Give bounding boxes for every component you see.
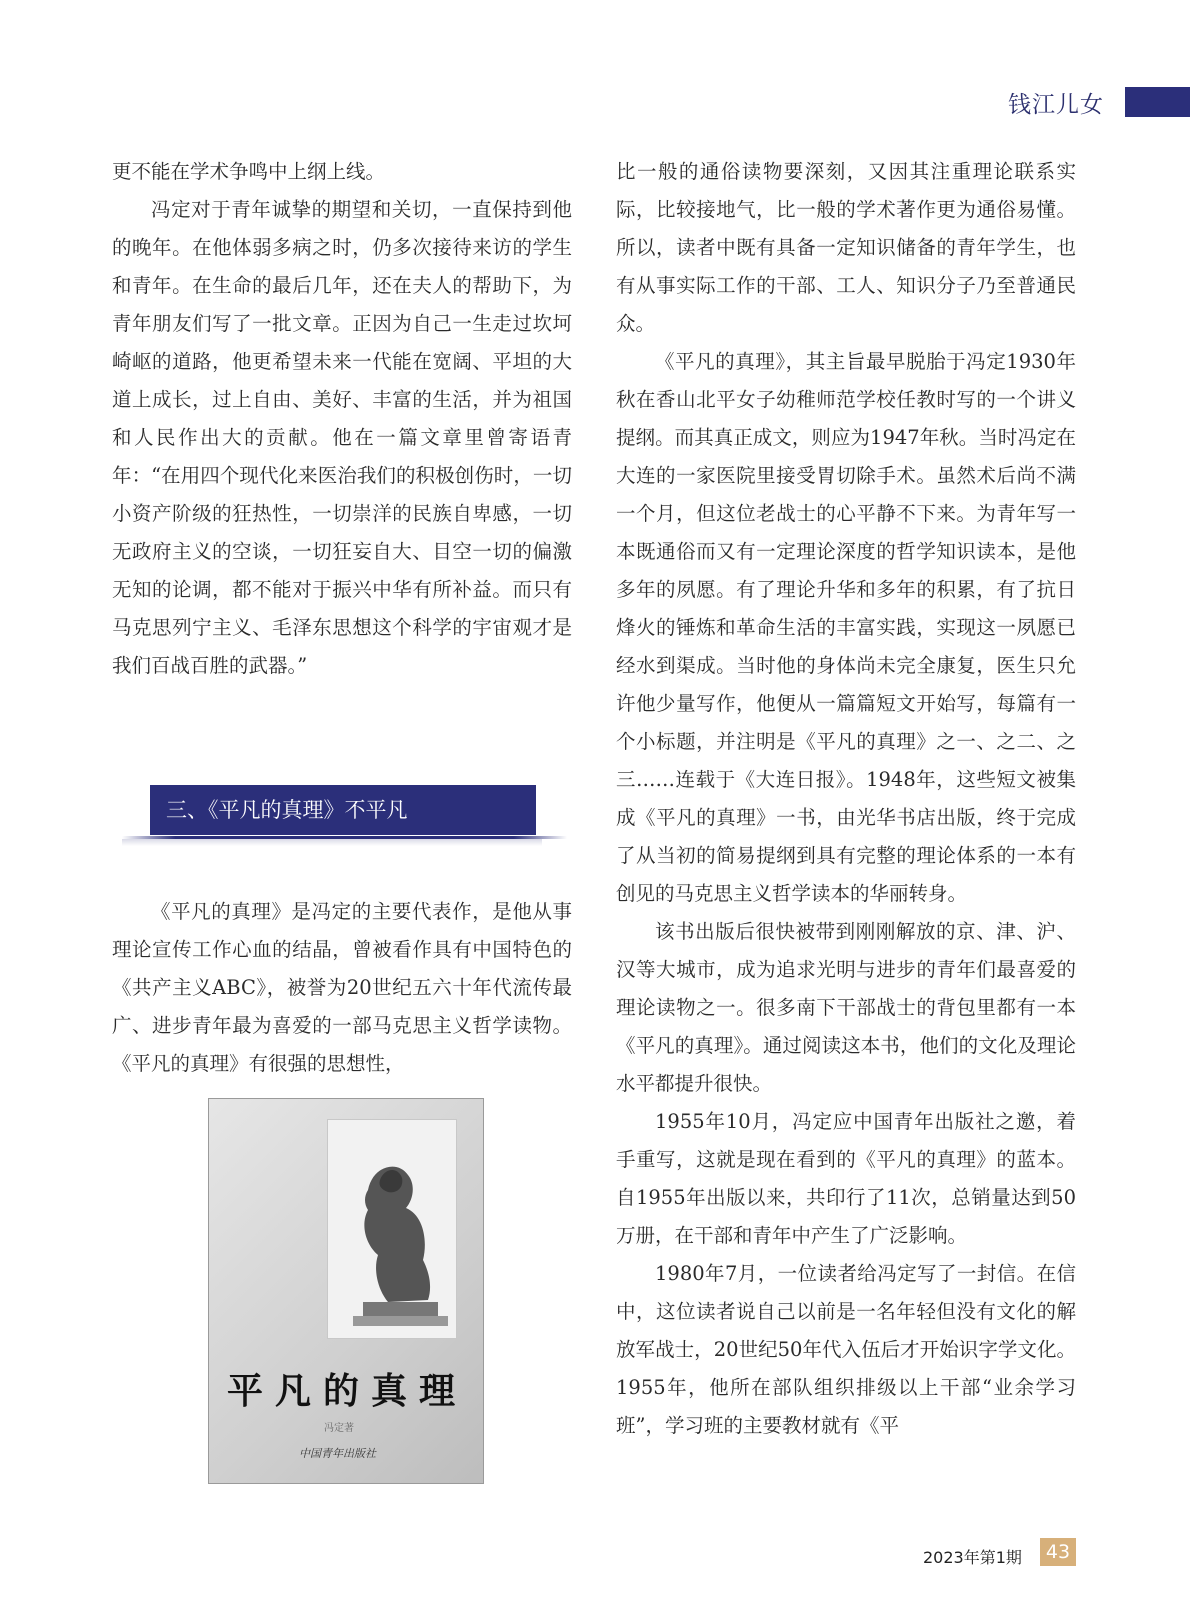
header-accent-bar: [1125, 87, 1190, 117]
paragraph: 《平凡的真理》，其主旨最早脱胎于冯定1930年秋在香山北平女子幼稚师范学校任教时写的一个讲义提纲。而其真正成文，则应为1947年秋。当时冯定在大连的一家医院里接受胃切除手术。虽然术后尚不满一个月，但这位老战士的心平静不下来。为青年写一本既通俗而又有一定理论深度的哲学知识读本，是他多年的夙愿。有了理论升华和多年的积累，有了抗日烽火的锤炼和革命生活的丰富实践，实现这一夙愿已经水到渠成。当时他的身体尚未完全康复，医生只允许他少量写作，他便从一篇篇短文开始写，每篇有一个小标题，并注明是《平凡的真理》之一、之二、之三……连载于《大连日报》。1948年，这些短文被集成《平凡的真理》一书，由光华书店出版，终于完成了从当初的简易提纲到具有完整的理论体系的一本有创见的马克思主义哲学读本的华丽转身。: [616, 350, 1076, 905]
page-number: 43: [1040, 1538, 1076, 1566]
paragraph: 该书出版后很快被带到刚刚解放的京、津、沪、汉等大城市，成为追求光明与进步的青年们最喜爱的理论读物之一。很多南下干部战士的背包里都有一本《平凡的真理》。通过阅读这本书，他们的文化及理论水平都提升很快。: [616, 920, 1076, 1095]
book-cover-publisher: 中国青年出版社: [299, 1447, 376, 1460]
sculpture-photo: [327, 1119, 457, 1339]
paragraph: 冯定对于青年诚挚的期望和关切，一直保持到他的晚年。在他体弱多病之时，仍多次接待来访的学生和青年。在生命的最后几年，还在夫人的帮助下，为青年朋友们写了一批文章。正因为自己一生走过坎坷崎岖的道路，他更希望未来一代能在宽阔、平坦的大道上成长，过上自由、美好、丰富的生活，并为祖国和人民作出大的贡献。他在一篇文章里曾寄语青年：“在用四个现代化来医治我们的积极创伤时，一切小资产阶级的狂热性，一切崇洋的民族自卑感，一切无政府主义的空谈，一切狂妄自大、目空一切的偏激无知的论调，都不能对于振兴中华有所补益。而只有马克思列宁主义、毛泽东思想这个科学的宇宙观才是我们百战百胜的武器。”: [112, 198, 572, 677]
paragraph: 比一般的通俗读物要深刻，又因其注重理论联系实际，比较接地气，比一般的学术著作更为通俗易懂。所以，读者中既有具备一定知识储备的青年学生，也有从事实际工作的干部、工人、知识分子乃至普通民众。: [616, 160, 1076, 335]
thinker-statue-icon: [328, 1120, 456, 1338]
column-title: 钱江儿女: [1008, 92, 1104, 118]
paragraph: 1980年7月，一位读者给冯定写了一封信。在信中，这位读者说自己以前是一名年轻但没有文化的解放军战士，20世纪50年代入伍后才开始识字学文化。1955年，他所在部队组织排级以上干部“业余学习班”，学习班的主要教材就有《平: [616, 1262, 1076, 1437]
section-heading-underline: [122, 836, 567, 839]
issue-label: 2023年第1期: [923, 1548, 1022, 1567]
left-column-continued: [112, 893, 572, 1083]
paragraph: 1955年10月，冯定应中国青年出版社之邀，着手重写，这就是现在看到的《平凡的真理》的蓝本。自1955年出版以来，共印行了11次，总销量达到50万册，在干部和青年中产生了广泛影响。: [616, 1110, 1076, 1247]
left-column: [112, 153, 572, 685]
book-cover-title: 平凡的真理: [227, 1370, 468, 1412]
book-cover-author: 冯定著: [324, 1423, 354, 1434]
paragraph: 《平凡的真理》是冯定的主要代表作，是他从事理论宣传工作心血的结晶，曾被看作具有中国特色的《共产主义ABC》，被誉为20世纪五六十年代流传最广、进步青年最为喜爱的一部马克思主义哲学读物。《平凡的真理》有很强的思想性，: [112, 900, 572, 1075]
paragraph: 更不能在学术争鸣中上纲上线。: [112, 160, 386, 183]
book-cover-image: [208, 1098, 484, 1484]
section-heading: 三、《平凡的真理》不平凡: [150, 785, 536, 835]
right-column: [616, 153, 1076, 1445]
